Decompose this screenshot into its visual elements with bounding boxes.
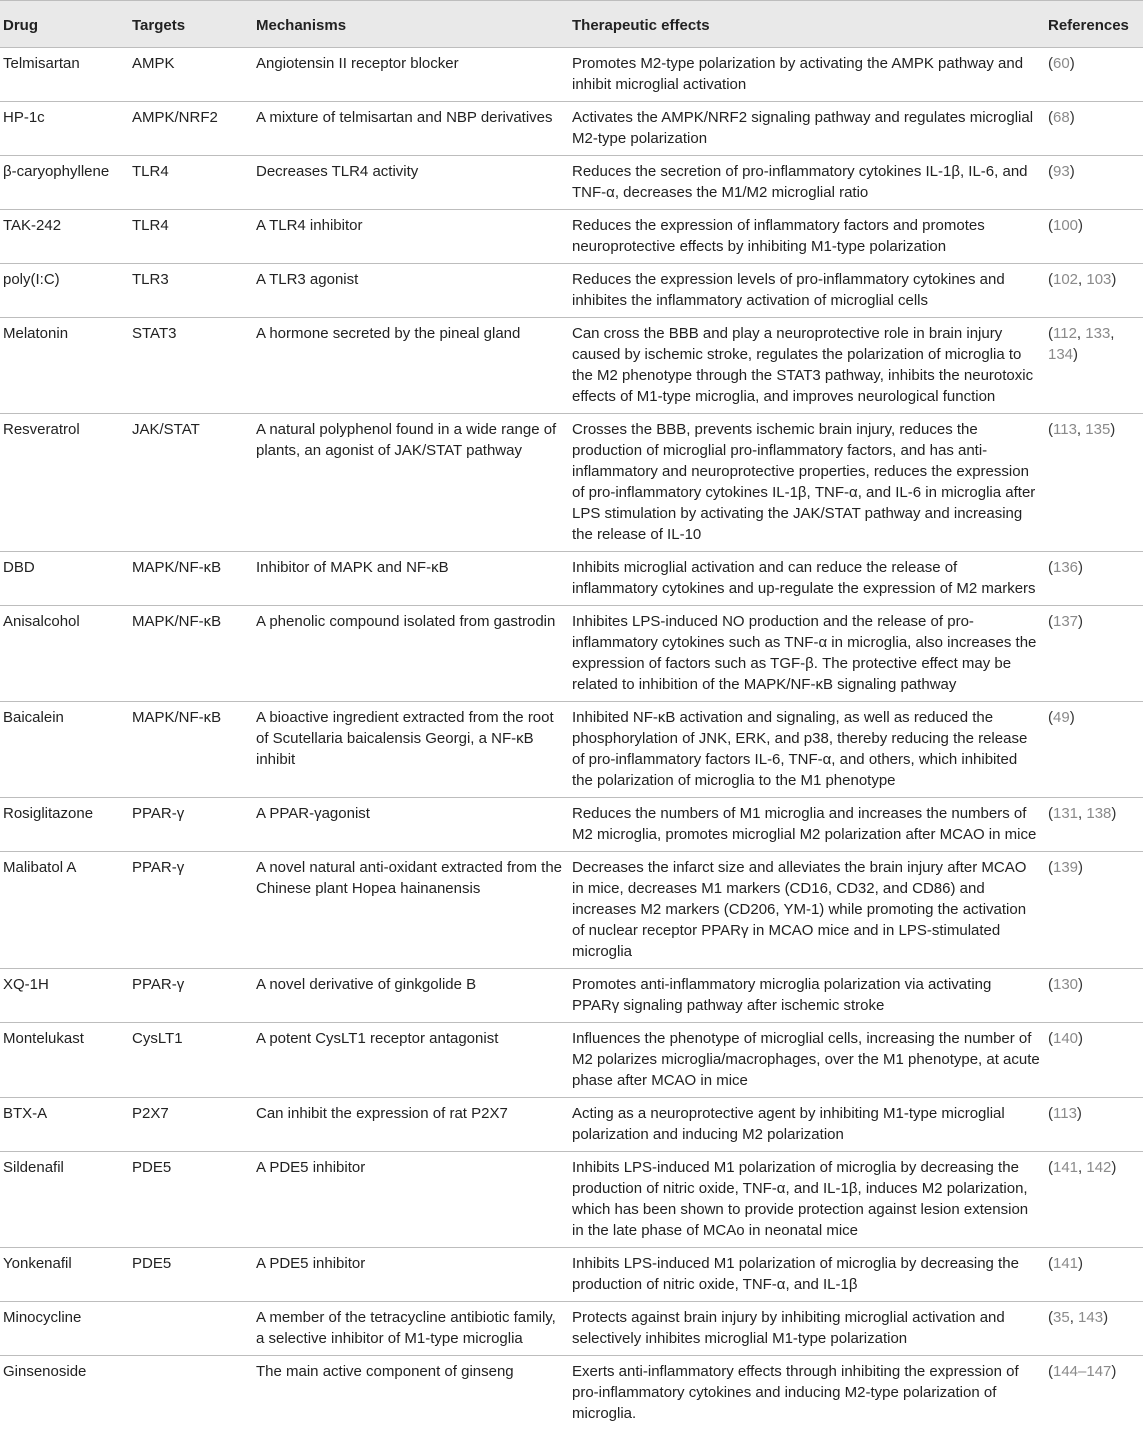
mechanisms-cell: A PDE5 inhibitor bbox=[252, 1152, 568, 1248]
table-row bbox=[0, 552, 1143, 606]
reference-link[interactable]: 103 bbox=[1086, 271, 1111, 288]
reference-link[interactable]: 140 bbox=[1053, 1030, 1078, 1047]
effects-cell: Inhibits microglial activation and can reduce the release of inflammatory cytokines and up-regulate the expression of M2 markers bbox=[568, 552, 1044, 606]
drug-cell: poly(I:C) bbox=[0, 264, 128, 318]
effects-cell: Inhibits LPS-induced M1 polarization of microglia by decreasing the production of nitric oxide, TNF-α, and IL-1β bbox=[568, 1248, 1044, 1302]
targets-cell: MAPK/NF-κB bbox=[128, 702, 252, 798]
mechanisms-cell: Inhibitor of MAPK and NF-κB bbox=[252, 552, 568, 606]
table-body bbox=[0, 48, 1143, 1430]
header-therapeutic-effects: Therapeutic effects bbox=[568, 1, 1044, 48]
references-cell: (49) bbox=[1044, 702, 1143, 798]
effects-cell: Can cross the BBB and play a neuroprotective role in brain injury caused by ischemic stroke, regulates the polarization of microglia to the M2 phenotype through the STAT3 pathway, inhibits the neurotoxic effects of M1-type microglia, and improves neurological function bbox=[568, 318, 1044, 414]
targets-cell: MAPK/NF-κB bbox=[128, 552, 252, 606]
mechanisms-cell: A PPAR-γagonist bbox=[252, 798, 568, 852]
table-row bbox=[0, 852, 1143, 969]
table-row bbox=[0, 702, 1143, 798]
header-mechanisms: Mechanisms bbox=[252, 1, 568, 48]
table-row bbox=[0, 1302, 1143, 1356]
reference-link[interactable]: 144–147 bbox=[1053, 1363, 1111, 1380]
reference-link[interactable]: 113 bbox=[1053, 1105, 1077, 1122]
references-cell: (60) bbox=[1044, 48, 1143, 102]
header-targets: Targets bbox=[128, 1, 252, 48]
drug-cell: Sildenafil bbox=[0, 1152, 128, 1248]
table-row bbox=[0, 1152, 1143, 1248]
references-cell: (102, 103) bbox=[1044, 264, 1143, 318]
effects-cell: Inhibits LPS-induced M1 polarization of microglia by decreasing the production of nitric oxide, TNF-α, and IL-1β, induces M2 polarization, which has been shown to provide protection against lesion extension in the late phase of MCAo in neonatal mice bbox=[568, 1152, 1044, 1248]
targets-cell: AMPK bbox=[128, 48, 252, 102]
reference-link[interactable]: 68 bbox=[1053, 109, 1070, 126]
reference-link[interactable]: 138 bbox=[1086, 805, 1111, 822]
table-row bbox=[0, 1098, 1143, 1152]
drug-cell: Yonkenafil bbox=[0, 1248, 128, 1302]
table-row bbox=[0, 48, 1143, 102]
table-row bbox=[0, 318, 1143, 414]
mechanisms-cell: A natural polyphenol found in a wide range of plants, an agonist of JAK/STAT pathway bbox=[252, 414, 568, 552]
drug-cell: Minocycline bbox=[0, 1302, 128, 1356]
mechanisms-cell: A novel natural anti-oxidant extracted from the Chinese plant Hopea hainanensis bbox=[252, 852, 568, 969]
table-row bbox=[0, 210, 1143, 264]
reference-link[interactable]: 142 bbox=[1086, 1159, 1111, 1176]
header-drug: Drug bbox=[0, 1, 128, 48]
targets-cell bbox=[128, 1356, 252, 1430]
reference-link[interactable]: 35 bbox=[1053, 1309, 1070, 1326]
header-row bbox=[0, 1, 1143, 48]
targets-cell: TLR4 bbox=[128, 156, 252, 210]
targets-cell: PPAR-γ bbox=[128, 798, 252, 852]
drug-cell: Rosiglitazone bbox=[0, 798, 128, 852]
drug-cell: TAK-242 bbox=[0, 210, 128, 264]
effects-cell: Reduces the secretion of pro-inflammatory cytokines IL-1β, IL-6, and TNF-α, decreases the M1/M2 microglial ratio bbox=[568, 156, 1044, 210]
effects-cell: Promotes M2-type polarization by activating the AMPK pathway and inhibit microglial activation bbox=[568, 48, 1044, 102]
drug-cell: BTX-A bbox=[0, 1098, 128, 1152]
references-cell: (93) bbox=[1044, 156, 1143, 210]
reference-link[interactable]: 130 bbox=[1053, 976, 1078, 993]
references-cell: (130) bbox=[1044, 969, 1143, 1023]
targets-cell: AMPK/NRF2 bbox=[128, 102, 252, 156]
references-cell: (100) bbox=[1044, 210, 1143, 264]
drug-cell: DBD bbox=[0, 552, 128, 606]
drug-cell: Melatonin bbox=[0, 318, 128, 414]
references-cell: (144–147) bbox=[1044, 1356, 1143, 1430]
drug-cell: Baicalein bbox=[0, 702, 128, 798]
mechanisms-cell: A hormone secreted by the pineal gland bbox=[252, 318, 568, 414]
drug-cell: Anisalcohol bbox=[0, 606, 128, 702]
effects-cell: Protects against brain injury by inhibiting microglial activation and selectively inhibites microglial M1-type polarization bbox=[568, 1302, 1044, 1356]
references-cell: (113) bbox=[1044, 1098, 1143, 1152]
drug-cell: Resveratrol bbox=[0, 414, 128, 552]
targets-cell: P2X7 bbox=[128, 1098, 252, 1152]
mechanisms-cell: A novel derivative of ginkgolide B bbox=[252, 969, 568, 1023]
mechanisms-cell: Decreases TLR4 activity bbox=[252, 156, 568, 210]
targets-cell: CysLT1 bbox=[128, 1023, 252, 1098]
effects-cell: Crosses the BBB, prevents ischemic brain injury, reduces the production of microglial pro-inflammatory factors, and has anti-inflammatory and neuroprotective properties, reduces the expression of pro-inflammatory cytokines IL-1β, TNF-α, and IL-6 in microglia after LPS stimulation by activating the JAK/STAT pathway and increasing the release of IL-10 bbox=[568, 414, 1044, 552]
reference-link[interactable]: 102 bbox=[1053, 271, 1078, 288]
references-cell: (141) bbox=[1044, 1248, 1143, 1302]
references-cell: (112, 133, 134) bbox=[1044, 318, 1143, 414]
mechanisms-cell: A member of the tetracycline antibiotic family, a selective inhibitor of M1-type microglia bbox=[252, 1302, 568, 1356]
table-row bbox=[0, 1248, 1143, 1302]
references-cell: (113, 135) bbox=[1044, 414, 1143, 552]
references-cell: (68) bbox=[1044, 102, 1143, 156]
targets-cell: JAK/STAT bbox=[128, 414, 252, 552]
drug-cell: HP-1c bbox=[0, 102, 128, 156]
effects-cell: Influences the phenotype of microglial cells, increasing the number of M2 polarizes microglia/macrophages, over the M1 phenotype, at acute phase after MCAO in mice bbox=[568, 1023, 1044, 1098]
reference-link[interactable]: 141 bbox=[1053, 1159, 1078, 1176]
mechanisms-cell: A potent CysLT1 receptor antagonist bbox=[252, 1023, 568, 1098]
references-cell: (137) bbox=[1044, 606, 1143, 702]
reference-link[interactable]: 137 bbox=[1053, 613, 1078, 630]
effects-cell: Acting as a neuroprotective agent by inhibiting M1-type microglial polarization and inducing M2 polarization bbox=[568, 1098, 1044, 1152]
drug-cell: Telmisartan bbox=[0, 48, 128, 102]
targets-cell: PPAR-γ bbox=[128, 852, 252, 969]
reference-link[interactable]: 139 bbox=[1053, 859, 1078, 876]
table-row bbox=[0, 102, 1143, 156]
targets-cell: MAPK/NF-κB bbox=[128, 606, 252, 702]
reference-link[interactable]: 60 bbox=[1053, 55, 1070, 72]
table-row bbox=[0, 969, 1143, 1023]
mechanisms-cell: A TLR3 agonist bbox=[252, 264, 568, 318]
reference-link[interactable]: 93 bbox=[1053, 163, 1070, 180]
mechanisms-cell: A mixture of telmisartan and NBP derivatives bbox=[252, 102, 568, 156]
targets-cell: PDE5 bbox=[128, 1248, 252, 1302]
reference-link[interactable]: 131 bbox=[1053, 805, 1078, 822]
reference-link[interactable]: 112 bbox=[1053, 325, 1077, 342]
references-cell: (140) bbox=[1044, 1023, 1143, 1098]
effects-cell: Reduces the numbers of M1 microglia and increases the numbers of M2 microglia, promotes microglial M2 polarization after MCAO in mice bbox=[568, 798, 1044, 852]
references-cell: (136) bbox=[1044, 552, 1143, 606]
mechanisms-cell: A PDE5 inhibitor bbox=[252, 1248, 568, 1302]
mechanisms-cell: Angiotensin II receptor blocker bbox=[252, 48, 568, 102]
effects-cell: Inhibites LPS-induced NO production and the release of pro-inflammatory cytokines such as TNF-α in microglia, also increases the expression of factors such as TGF-β. The protective effect may be related to inhibition of the MAPK/NF-κB signaling pathway bbox=[568, 606, 1044, 702]
effects-cell: Inhibited NF-κB activation and signaling, as well as reduced the phosphorylation of JNK, ERK, and p38, thereby reducing the release of pro-inflammatory factors IL-6, TNF-α, and others, which inhibited the polarization of microglia to the M1 phenotype bbox=[568, 702, 1044, 798]
reference-link[interactable]: 49 bbox=[1053, 709, 1070, 726]
table-header bbox=[0, 1, 1143, 48]
effects-cell: Reduces the expression of inflammatory factors and promotes neuroprotective effects by inhibiting M1-type polarization bbox=[568, 210, 1044, 264]
targets-cell: TLR4 bbox=[128, 210, 252, 264]
table-row bbox=[0, 1356, 1143, 1430]
references-cell: (141, 142) bbox=[1044, 1152, 1143, 1248]
drug-cell: β-caryophyllene bbox=[0, 156, 128, 210]
reference-link[interactable]: 143 bbox=[1078, 1309, 1103, 1326]
drug-cell: Malibatol A bbox=[0, 852, 128, 969]
targets-cell: STAT3 bbox=[128, 318, 252, 414]
reference-link[interactable]: 141 bbox=[1053, 1255, 1078, 1272]
table-row bbox=[0, 1023, 1143, 1098]
reference-link[interactable]: 134 bbox=[1048, 346, 1073, 363]
table-row bbox=[0, 156, 1143, 210]
mechanisms-cell: A TLR4 inhibitor bbox=[252, 210, 568, 264]
effects-cell: Decreases the infarct size and alleviates the brain injury after MCAO in mice, decreases M1 markers (CD16, CD32, and CD86) and increases M2 markers (CD206, YM-1) while promoting the activation of nuclear receptor PPARγ in MCAO mice and in LPS-stimulated microglia bbox=[568, 852, 1044, 969]
table-row bbox=[0, 606, 1143, 702]
drug-cell: Montelukast bbox=[0, 1023, 128, 1098]
effects-cell: Promotes anti-inflammatory microglia polarization via activating PPARγ signaling pathway after ischemic stroke bbox=[568, 969, 1044, 1023]
reference-link[interactable]: 135 bbox=[1085, 421, 1110, 438]
reference-link[interactable]: 133 bbox=[1085, 325, 1110, 342]
drug-cell: Ginsenoside bbox=[0, 1356, 128, 1430]
reference-link[interactable]: 136 bbox=[1053, 559, 1078, 576]
mechanisms-cell: The main active component of ginseng bbox=[252, 1356, 568, 1430]
table-row bbox=[0, 264, 1143, 318]
effects-cell: Reduces the expression levels of pro-inflammatory cytokines and inhibites the inflammatory activation of microglial cells bbox=[568, 264, 1044, 318]
mechanisms-cell: A bioactive ingredient extracted from the root of Scutellaria baicalensis Georgi, a NF-κB inhibit bbox=[252, 702, 568, 798]
table-row bbox=[0, 798, 1143, 852]
references-cell: (139) bbox=[1044, 852, 1143, 969]
table-row bbox=[0, 414, 1143, 552]
targets-cell: TLR3 bbox=[128, 264, 252, 318]
mechanisms-cell: A phenolic compound isolated from gastrodin bbox=[252, 606, 568, 702]
references-cell: (131, 138) bbox=[1044, 798, 1143, 852]
reference-link[interactable]: 100 bbox=[1053, 217, 1078, 234]
targets-cell: PPAR-γ bbox=[128, 969, 252, 1023]
drug-cell: XQ-1H bbox=[0, 969, 128, 1023]
targets-cell: PDE5 bbox=[128, 1152, 252, 1248]
header-references: References bbox=[1044, 1, 1143, 48]
reference-link[interactable]: 113 bbox=[1053, 421, 1077, 438]
effects-cell: Activates the AMPK/NRF2 signaling pathway and regulates microglial M2-type polarization bbox=[568, 102, 1044, 156]
references-cell: (35, 143) bbox=[1044, 1302, 1143, 1356]
mechanisms-cell: Can inhibit the expression of rat P2X7 bbox=[252, 1098, 568, 1152]
effects-cell: Exerts anti-inflammatory effects through inhibiting the expression of pro-inflammatory cytokines and inducing M2-type polarization of microglia. bbox=[568, 1356, 1044, 1430]
targets-cell bbox=[128, 1302, 252, 1356]
